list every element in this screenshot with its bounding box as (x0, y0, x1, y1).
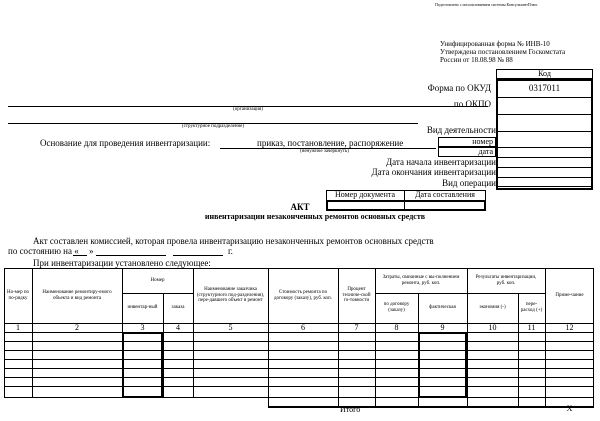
th-customer-text: Наименование заказчика (структурного под-разделения), пере-давшего объект в ремонт (196, 286, 265, 304)
th-costs-group (375, 268, 467, 293)
okud-value: 0317011 (528, 83, 561, 93)
body-line2-start: по состоянию на « (8, 246, 79, 256)
total-row-mask (0, 398, 268, 421)
org-caption: (организация) (233, 107, 263, 112)
col-num-4: 4 (176, 322, 180, 332)
doc-date-label: Дата составления (415, 190, 475, 199)
number-label: номер (472, 137, 493, 146)
body-line1: Акт составлен комиссией, которая провела инвентаризацию незаконченных ремонтов основных средств (33, 236, 434, 246)
th-object-name (32, 268, 122, 323)
th-number-group (122, 268, 193, 293)
actual-cost-highlight (418, 332, 467, 398)
th-contract-cost (375, 293, 418, 323)
col-num-1: 1 (16, 322, 20, 332)
col-num-5: 5 (228, 322, 233, 332)
inventory-number-highlight (122, 332, 163, 398)
th-repair-cost (268, 268, 338, 323)
th-order-number (163, 293, 193, 323)
col-num-7: 7 (354, 322, 359, 332)
th-overrun-text: пере-расход (+) (520, 302, 543, 313)
okud-label: Форма по ОКУД (427, 83, 491, 93)
th-note-text: Приме-чание (555, 292, 584, 298)
col-num-10: 10 (488, 322, 497, 332)
form-info-line2: Утверждена постановлением Госкомстата (440, 48, 566, 56)
th-savings-text: экономия (-) (479, 305, 506, 311)
body-line2-quote: » (89, 246, 94, 256)
activity-label: Вид деятельности (426, 125, 496, 135)
code-box (496, 79, 593, 190)
th-overrun (518, 293, 545, 323)
th-customer (193, 268, 268, 323)
th-results-group-text: Результаты инвентаризации, руб. коп. (475, 274, 537, 286)
th-inventory-number (122, 293, 163, 323)
th-row-number (4, 268, 32, 323)
basis-label: Основание для проведения инвентаризации: (40, 138, 211, 148)
end-date-label: Дата окончания инвентаризации (371, 167, 496, 177)
th-costs-group-text: Затраты, связанные с вы-полнением ремонта, руб. коп. (382, 274, 460, 286)
basis-value: приказ, постановление, распоряжение (257, 138, 404, 148)
total-mark: X (566, 404, 573, 413)
start-date-label: Дата начала инвентаризации (386, 157, 496, 167)
th-object-name-text: Наименование ремонтиру-емого объекта и вид ремонта (42, 289, 112, 301)
okpo-label: по ОКПО (453, 99, 491, 109)
col-num-3: 3 (140, 322, 145, 332)
body-line3: При инвентаризации установлено следующее: (33, 258, 211, 268)
col-num-2: 2 (75, 322, 79, 332)
th-actual-cost-text: фактическая (429, 305, 456, 311)
col-num-12: 12 (565, 322, 574, 332)
th-actual-cost (418, 293, 467, 323)
th-readiness (338, 268, 375, 323)
title-act: АКТ (290, 202, 310, 212)
th-inventory-number-text: инвентар-ный (127, 305, 158, 311)
doc-number-label: Номер документа (334, 190, 395, 199)
form-info-line1: Унифицированная форма № ИНВ-10 (440, 40, 550, 48)
code-header: Код (538, 69, 551, 78)
col-num-9: 9 (440, 322, 445, 332)
th-note (545, 268, 594, 323)
consultant-note: Подготовлено с использованием системы КонсультантПлюс (435, 2, 538, 7)
th-readiness-text: Процент техниче-ской го-товности (342, 286, 371, 304)
col-num-6: 6 (301, 322, 305, 332)
col-num-11: 11 (527, 322, 536, 332)
date-label: дата (478, 147, 493, 156)
total-label: Итого (340, 405, 361, 414)
th-order-number-text: заказа (171, 305, 185, 311)
form-info-line3: России от 18.08.98 № 88 (440, 56, 513, 64)
col-num-8: 8 (394, 322, 399, 332)
th-number-group-text: Номер (150, 277, 165, 283)
title-subtitle: инвентаризации незаконченных ремонтов основных средств (204, 212, 426, 221)
th-repair-cost-text: Стоимость ремонта по договору (заказу), руб. коп. (274, 289, 332, 301)
operation-label: Вид операции (442, 178, 496, 188)
th-results-group (467, 268, 545, 293)
th-contract-cost-text: по договору (заказу) (383, 302, 410, 313)
th-row-number-text: Но-мер по по-рядку (6, 289, 30, 301)
basis-caption: (ненужное зачеркнуть) (300, 149, 349, 154)
body-line2-year: г. (228, 246, 233, 256)
unit-caption: (структурное подразделение) (181, 124, 245, 129)
th-savings (467, 293, 518, 323)
